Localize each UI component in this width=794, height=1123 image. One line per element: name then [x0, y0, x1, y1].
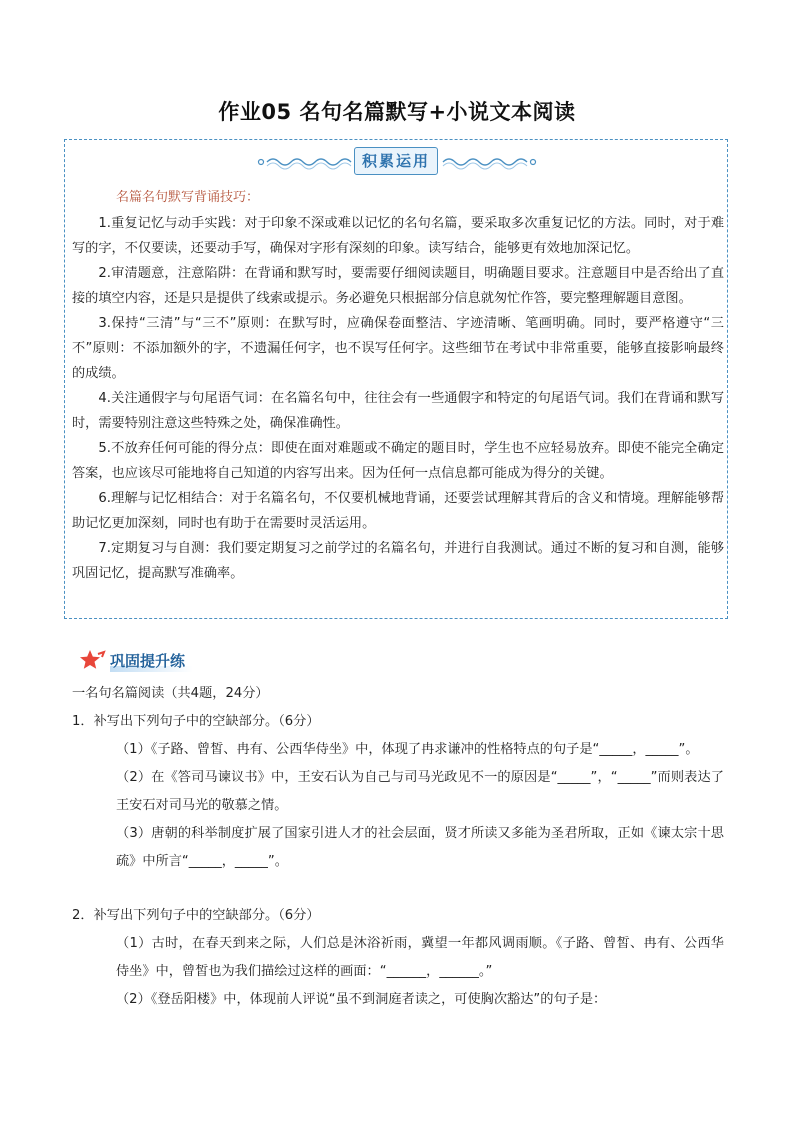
page-title: 作业05 名句名篇默写+小说文本阅读 — [218, 100, 576, 124]
tip-item: 4.关注通假字与句尾语气词：在名篇名句中，往往会有一些通假字和特定的句尾语气词。我们在背诵和默写时，需要特别注意这些特殊之处，确保准确性。 — [72, 391, 724, 431]
tip-item: 7.定期复习与自测：我们要定期复习之前学过的名篇名句，并进行自我测试。通过不断的复习和自测，能够巩固记忆，提高默写准确率。 — [72, 541, 724, 581]
tip-item: 6.理解与记忆相结合：对于名篇名句，不仅要机械地背诵，还要尝试理解其背后的含义和情境。理解能够帮助记忆更加深刻，同时也有助于在需要时灵活运用。 — [72, 491, 724, 531]
question-item: （3）唐朝的科举制度扩展了国家引进人才的社会层面，贤才所读又多能为圣君所取，正如《谏太宗十思疏》中所言“_____，_____”。 — [116, 826, 724, 869]
tips-list — [72, 211, 724, 586]
question-item: （1）《子路、曾皙、冉有、公西华侍坐》中，体现了冉求谦冲的性格特点的句子是“_____，_____”。 — [116, 742, 699, 757]
tip-item: 1.重复记忆与动手实践：对于印象不深或难以记忆的名句名篇，要采取多次重复记忆的方法。同时，对于难写的字，不仅要读，还要动手写，确保对字形有深刻的印象。读写结合，能够更有效地加深记忆。 — [72, 216, 724, 256]
question-item: （1）古时，在春天到来之际，人们总是沐浴祈雨，冀望一年都风调雨顺。《子路、曾皙、冉有、公西华侍坐》中，曾皙也为我们描绘过这样的画面：“______，______。” — [116, 936, 724, 979]
question-item: （2）在《答司马谏议书》中，王安石认为自己与司马光政见不一的原因是“_____”，“_____”而则表达了王安石对司马光的敬慕之情。 — [116, 770, 724, 813]
questions — [72, 680, 724, 1014]
tip-item: 3.保持“三清”与“三不”原则：在默写时，应确保卷面整洁、字迹清晰、笔画明确。同时，要严格遵守“三不”原则：不添加额外的字，不遗漏任何字，也不误写任何字。这些细节在考试中非常重要，能够直接影响最终的成绩。 — [72, 316, 724, 381]
question-stem: 2．补写出下列句子中的空缺部分。（6分） — [72, 908, 320, 923]
section-heading — [78, 648, 185, 672]
star-icon — [78, 648, 106, 672]
question-stem: 1．补写出下列句子中的空缺部分。（6分） — [72, 714, 320, 729]
tip-item: 5.不放弃任何可能的得分点：即使在面对难题或不确定的题目时，学生也不应轻易放弃。即使不能完全确定答案，也应该尽可能地将自己知道的内容写出来。因为任何一点信息都可能成为得分的关键。 — [72, 441, 724, 481]
part-heading: 一名句名篇阅读（共4题，24分） — [72, 686, 269, 701]
tip-item: 2.审清题意，注意陷阱：在背诵和默写时，要需要仔细阅读题目，明确题目要求。注意题目中是否给出了直接的填空内容，还是只是提供了线索或提示。务必避免只根据部分信息就匆忙作答，要完整理解题目意图。 — [72, 266, 724, 306]
section-label: 巩固提升练 — [110, 651, 186, 670]
question-item: （2）《登岳阳楼》中，体现前人评说“虽不到洞庭者读之，可使胸次豁达”的句子是： — [116, 992, 607, 1007]
box-label: 积累运用 — [354, 147, 438, 175]
box-heading: 名篇名句默写背诵技巧： — [116, 190, 260, 205]
